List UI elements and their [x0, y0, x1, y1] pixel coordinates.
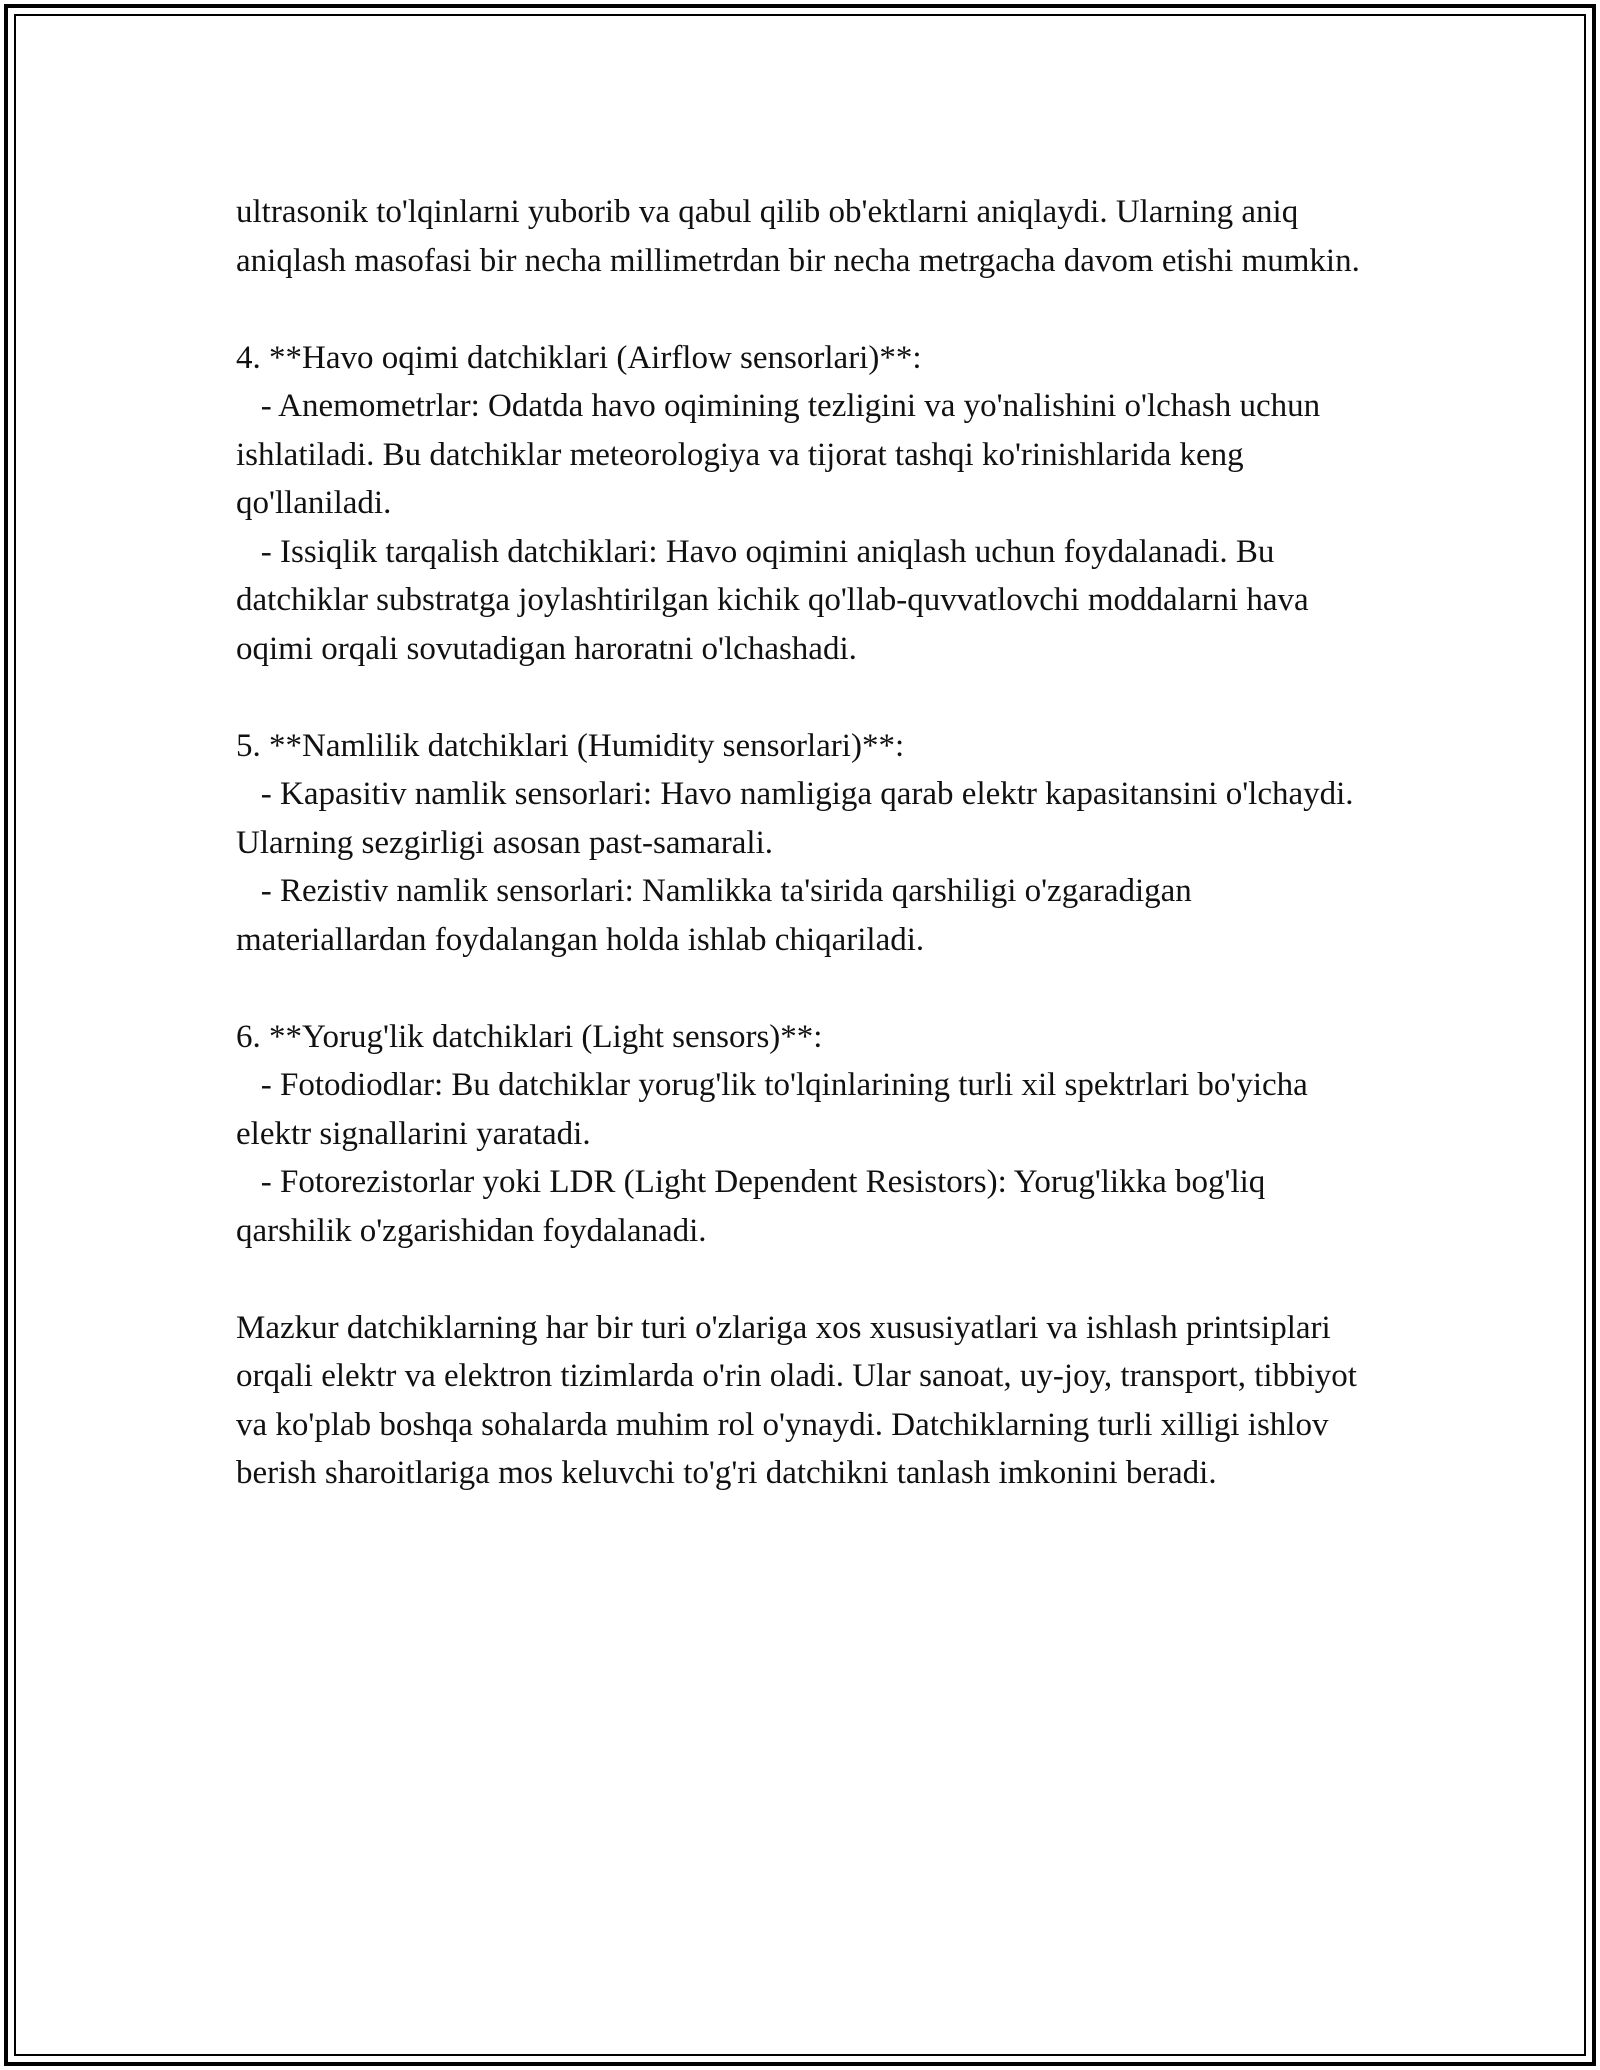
section-heading-airflow: 4. **Havo oqimi datchiklari (Airflow sensorlari)**: [236, 339, 922, 376]
bullet-photodiodes [236, 1061, 1366, 1158]
conclusion-paragraph: Mazkur datchiklarning har bir turi o'zlariga xos xususiyatlari va ishlash printsiplari orqali elektr va elektron tizimlarda o'rin oladi. Ular sanoat, uy-joy, transport, tibbiyot va ko'plab boshqa sohalarda muhim rol o'ynaydi. Datchiklarning turli xilligi ishlov berish sharoitlariga mos keluvchi to'g'ri datchikni tanlash imkonini beradi. [236, 1309, 1357, 1491]
bullet-anemometers [236, 382, 1366, 528]
bullet-capacitive-humidity [236, 770, 1366, 867]
paragraph-spacer [236, 1255, 1366, 1304]
document-body [236, 188, 1366, 1498]
paragraph-spacer [236, 673, 1366, 722]
section-heading-light: 6. **Yorug'lik datchiklari (Light sensors)**: [236, 1018, 823, 1055]
bullet-resistive-humidity [236, 867, 1366, 964]
bullet-photoresistors [236, 1158, 1366, 1255]
bullet-text: - Kapasitiv namlik sensorlari: Havo namligiga qarab elektr kapasitansini o'lchaydi. Ularning sezgirligi asosan past-samarali. [236, 776, 1354, 861]
section-heading-humidity: 5. **Namlilik datchiklari (Humidity sensorlari)**: [236, 727, 905, 764]
paragraph-spacer [236, 964, 1366, 1013]
bullet-text: - Fotorezistorlar yoki LDR (Light Dependent Resistors): Yorug'likka bog'liq qarshilik o'zgarishidan foydalanadi. [236, 1164, 1266, 1249]
bullet-text: - Anemometrlar: Odatda havo oqimining tezligini va yo'nalishini o'lchash uchun ishlatiladi. Bu datchiklar meteorologiya va tijorat tashqi ko'rinishlarida keng qo'llaniladi. [236, 388, 1321, 521]
intro-paragraph: ultrasonik to'lqinlarni yuborib va qabul qilib ob'ektlarni aniqlaydi. Ularning aniq aniqlash masofasi bir necha millimetrdan bir necha metrgacha davom etishi mumkin. [236, 194, 1360, 279]
bullet-text: - Issiqlik tarqalish datchiklari: Havo oqimini aniqlash uchun foydalanadi. Bu datchiklar substratga joylashtirilgan kichik qo'llab-quvvatlovchi moddalarni hava oqimi orqali sovutadigan haroratni o'lchashadi. [236, 533, 1309, 667]
paragraph-spacer [236, 285, 1366, 334]
bullet-text: - Fotodiodlar: Bu datchiklar yorug'lik to'lqinlarining turli xil spektrlari bo'yicha elektr signallarini yaratadi. [236, 1067, 1308, 1152]
bullet-heat-dissipation [236, 528, 1366, 674]
bullet-text: - Rezistiv namlik sensorlari: Namlikka ta'sirida qarshiligi o'zgaradigan materiallardan foydalangan holda ishlab chiqariladi. [236, 873, 1192, 958]
